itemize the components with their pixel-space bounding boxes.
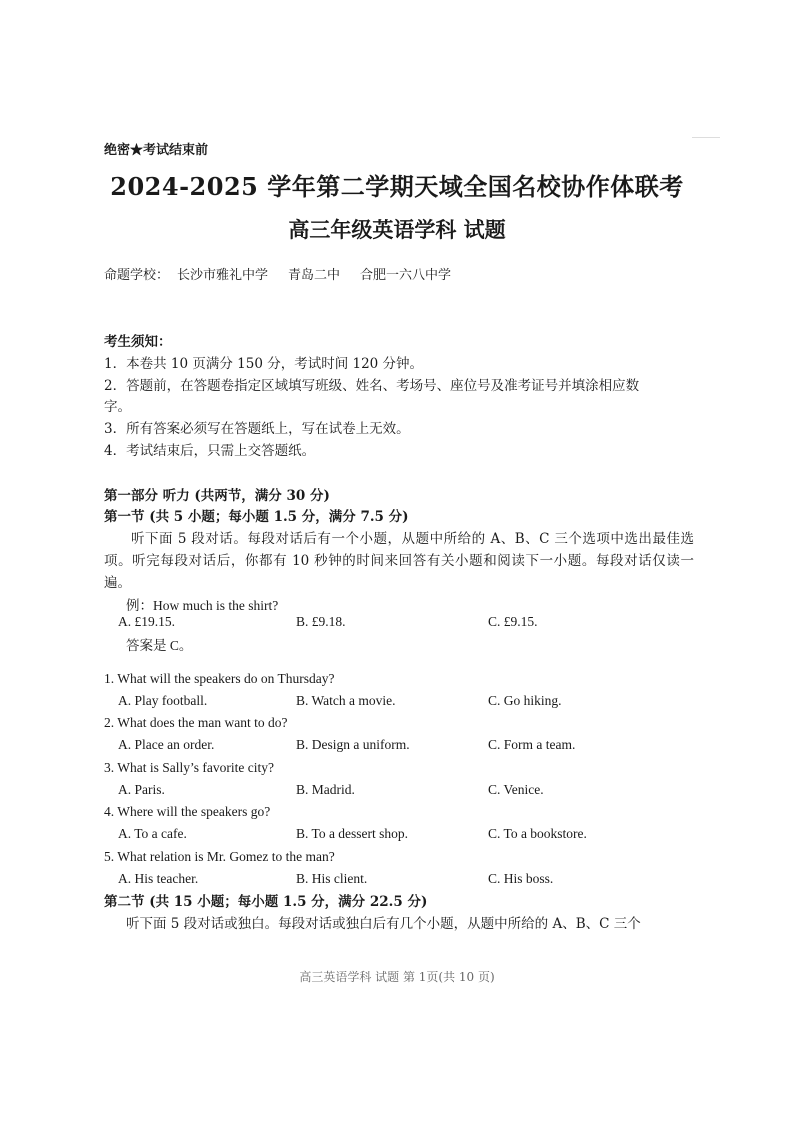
answer-option: C. His boss. xyxy=(488,871,554,886)
section-instructions: 听下面 5 段对话或独白。每段对话或独白后有几个小题，从题中所给的 A、B、C 三个 xyxy=(126,916,641,932)
question-text: 4. Where will the speakers go? xyxy=(104,804,271,819)
answer-option: A. Play football. xyxy=(118,693,208,708)
notice-item: 字。 xyxy=(104,399,131,415)
answer-option: B. Madrid. xyxy=(296,782,355,797)
answer-option: B. His client. xyxy=(296,871,368,886)
example-option: B. £9.18. xyxy=(296,614,346,629)
question-text: 5. What relation is Mr. Gomez to the man? xyxy=(104,849,335,864)
school-name: 青岛二中 xyxy=(288,268,341,283)
exam-subtitle: 高三年级英语学科 试题 xyxy=(288,217,506,242)
example-question: 例：How much is the shirt? xyxy=(126,598,279,613)
exam-title: 2024-2025 学年第二学期天域全国名校协作体联考 xyxy=(110,172,684,201)
question-text: 3. What is Sally’s favorite city? xyxy=(104,760,274,775)
notice-item: 1．本卷共 10 页满分 150 分，考试时间 120 分钟。 xyxy=(104,356,424,372)
school-name: 合肥一六八中学 xyxy=(360,268,452,283)
question-text: 1. What will the speakers do on Thursday? xyxy=(104,671,335,686)
notice-item: 2．答题前，在答题卷指定区域填写班级、姓名、考场号、座位号及准考证号并填涂相应数 xyxy=(104,378,640,394)
part-heading: 第一部分 听力 (共两节，满分 30 分) xyxy=(104,488,330,504)
answer-option: C. Form a team. xyxy=(488,737,576,752)
authoring-schools xyxy=(104,264,471,283)
answer-option: C. To a bookstore. xyxy=(488,826,587,841)
answer-option: B. To a dessert shop. xyxy=(296,826,409,841)
section-heading: 第一节 (共 5 小题；每小题 1.5 分，满分 7.5 分) xyxy=(104,509,409,525)
scan-mark xyxy=(692,137,720,138)
page-footer: 高三英语学科 试题 第 1页(共 10 页) xyxy=(299,970,495,984)
notice-heading: 考生须知： xyxy=(104,334,172,350)
example-option: C. £9.15. xyxy=(488,614,538,629)
notice-item: 3．所有答案必须写在答题纸上，写在试卷上无效。 xyxy=(104,421,410,437)
answer-option: C. Venice. xyxy=(488,782,544,797)
section-heading: 第二节 (共 15 小题；每小题 1.5 分，满分 22.5 分) xyxy=(104,894,428,910)
example-option: A. £19.15. xyxy=(118,614,175,629)
section-instructions: 听下面 5 段对话。每段对话后有一个小题，从题中所给的 A、B、C 三个选项中选出最佳选项。听完每段对话后，你都有 10 秒钟的时间来回答有关小题和阅读下一小题。每段对话仅读一遍。 xyxy=(104,531,694,591)
school-name: 长沙市雅礼中学 xyxy=(177,268,269,283)
answer-option: B. Design a uniform. xyxy=(296,737,410,752)
answer-option: A. To a cafe. xyxy=(118,826,187,841)
example-answer: 答案是 C。 xyxy=(126,638,193,653)
answer-option: B. Watch a movie. xyxy=(296,693,396,708)
schools-label: 命题学校： xyxy=(104,268,170,283)
answer-option: A. Place an order. xyxy=(118,737,215,752)
question-text: 2. What does the man want to do? xyxy=(104,715,288,730)
confidential-label: 绝密★考试结束前 xyxy=(104,143,209,158)
notice-item: 4．考试结束后，只需上交答题纸。 xyxy=(104,443,316,459)
answer-option: A. His teacher. xyxy=(118,871,199,886)
answer-option: C. Go hiking. xyxy=(488,693,562,708)
answer-option: A. Paris. xyxy=(118,782,165,797)
